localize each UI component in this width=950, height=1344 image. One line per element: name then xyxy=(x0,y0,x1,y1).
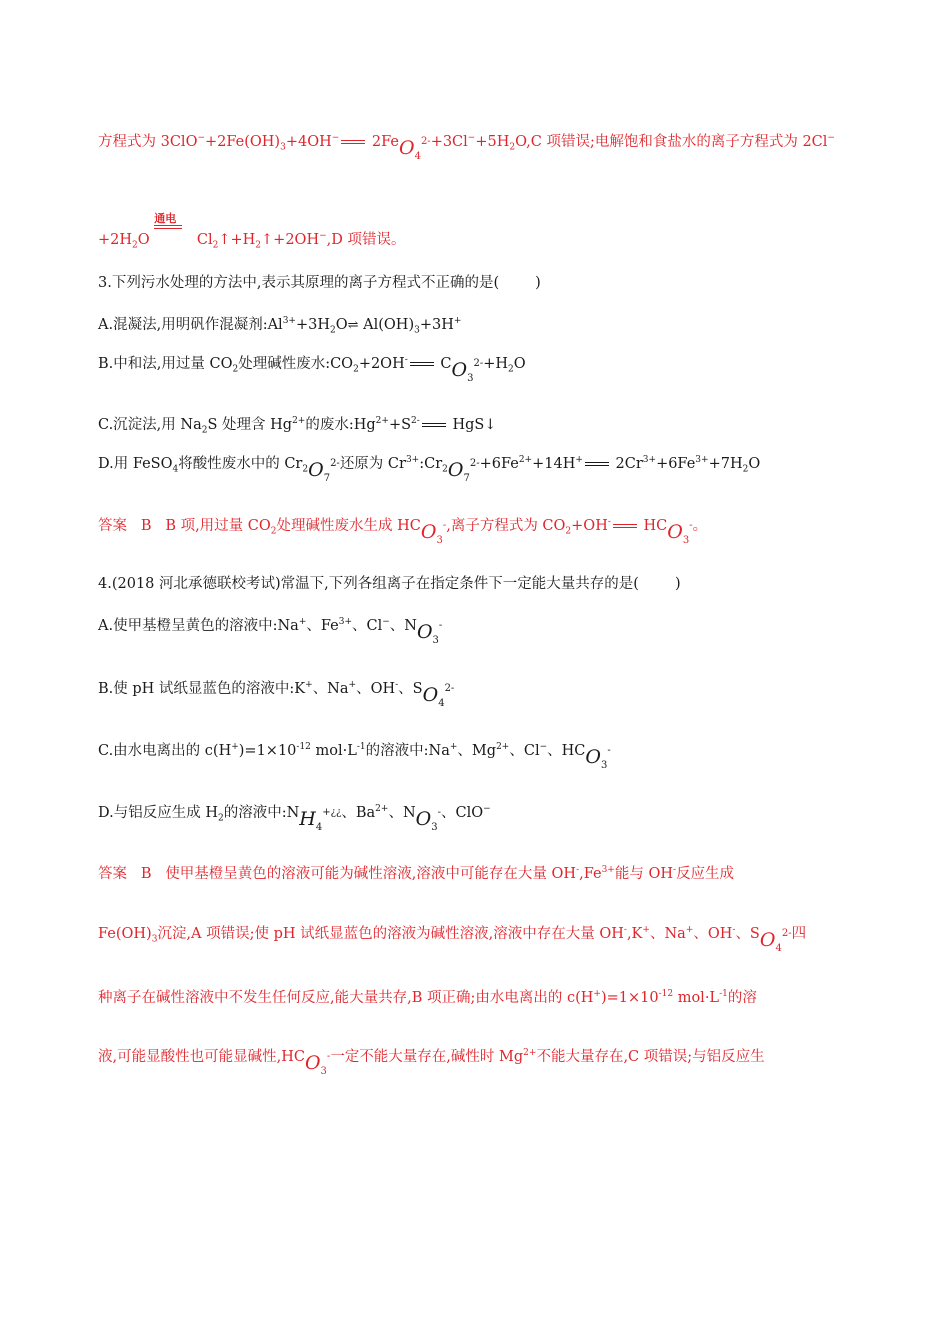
sub: 2 xyxy=(270,526,277,537)
ion-so4: $O_42-$ xyxy=(759,927,792,954)
sup: − xyxy=(467,133,476,143)
text: ↑+2OH xyxy=(261,231,320,248)
answer3 xyxy=(98,512,708,546)
text: B.使 pH 试纸显蓝色的溶液中:K xyxy=(98,680,306,697)
text: O xyxy=(748,455,761,472)
text: Cl xyxy=(196,231,213,248)
text: +6Fe xyxy=(656,455,696,472)
text: 、Cl xyxy=(352,617,383,634)
sub: 2 xyxy=(217,813,224,824)
sup: 2+ xyxy=(375,804,389,814)
ion-so4: $O_42-$ xyxy=(422,682,455,709)
text: 不能大量存在,C 项错误;与铝反应生 xyxy=(536,1048,765,1065)
text: 将酸性废水中的 Cr xyxy=(178,455,303,472)
sup: 2+ xyxy=(292,416,306,426)
sup: + xyxy=(305,680,313,690)
text: 、Mg xyxy=(457,742,497,759)
text: +3Cl xyxy=(430,133,468,150)
ion-feo4: $O_42-$ xyxy=(398,135,431,162)
text: C.沉淀法,用 Na xyxy=(98,416,202,433)
text: +6Fe xyxy=(479,455,519,472)
sup: - xyxy=(576,865,580,875)
condition-label: 通电 xyxy=(154,211,177,225)
text: C xyxy=(440,355,452,372)
question3-option-c xyxy=(98,411,496,441)
ion-co3: $O_32-$ xyxy=(451,357,484,384)
text: +2H xyxy=(98,231,133,248)
answer-choice: B xyxy=(140,517,152,534)
question4-option-b xyxy=(98,675,455,709)
text: 2Fe xyxy=(371,133,399,150)
answer-label: 答案 xyxy=(98,517,127,534)
text: mol·L xyxy=(677,989,720,1006)
text: 、Ba xyxy=(341,804,376,821)
text: Fe(OH) xyxy=(98,925,152,942)
sup: − xyxy=(827,133,835,143)
question4-option-c xyxy=(98,737,611,771)
text: 沉淀,A 项错误;使 pH 试纸显蓝色的溶液为碱性溶液,溶液中存在大量 OH xyxy=(157,925,624,942)
sup: + xyxy=(449,742,458,752)
sup: + xyxy=(453,316,462,326)
sup: 3+ xyxy=(338,617,352,627)
sup: 2+ xyxy=(523,1048,537,1058)
text: 的溶液中:N xyxy=(223,804,300,821)
text: 、Na xyxy=(312,680,349,697)
question3-stem xyxy=(98,273,541,293)
answer4-line3 xyxy=(98,984,757,1008)
text: O xyxy=(513,355,526,372)
sup: - xyxy=(607,517,611,527)
text: +7H xyxy=(708,455,743,472)
text: HC xyxy=(643,517,668,534)
sub: 2 xyxy=(330,325,336,336)
text: 、ClO xyxy=(440,804,484,821)
sub: 4 xyxy=(172,464,179,475)
sup: -12 xyxy=(296,742,311,752)
sup: 3+ xyxy=(642,455,657,465)
ion-hco3: $O_3-$ xyxy=(585,744,611,771)
text: A.混凝法,用明矾作混凝剂:Al xyxy=(98,316,283,333)
text: 使甲基橙呈黄色的溶液可能为碱性溶液,溶液中可能存在大量 OH xyxy=(165,865,577,882)
text: C.由水电离出的 c(H xyxy=(98,742,232,759)
text: 、N xyxy=(388,804,416,821)
text: mol·L xyxy=(315,742,357,759)
text: O xyxy=(137,231,150,248)
answer-choice: B xyxy=(140,865,152,882)
sub: 2 xyxy=(232,364,239,375)
sub: 3 xyxy=(151,934,158,945)
equals-sign xyxy=(410,362,434,366)
text: ,D 项错误。 xyxy=(326,231,406,248)
sup: 2+ xyxy=(518,455,533,465)
sup: − xyxy=(539,742,548,752)
sup: 2+ xyxy=(375,416,389,426)
ion-no3: $O_3-$ xyxy=(415,806,441,833)
text: 、S xyxy=(735,925,760,942)
answer4-line4 xyxy=(98,1043,765,1077)
sup: - xyxy=(673,865,677,875)
sup: - xyxy=(732,925,736,935)
question4-option-d xyxy=(98,799,491,833)
text: B.中和法,用过量 CO xyxy=(98,355,233,372)
answer2-line1 xyxy=(98,128,835,162)
electrolysis-condition xyxy=(154,211,192,249)
sub: 2 xyxy=(742,464,749,475)
text: A.使甲基橙呈黄色的溶液中:Na xyxy=(98,617,299,634)
ion-no3: $O_3-$ xyxy=(416,619,443,646)
equals-sign xyxy=(585,462,609,466)
sup: − xyxy=(331,133,340,143)
text: )=1×10 xyxy=(238,742,297,759)
text: HgS↓ xyxy=(452,416,497,433)
ion-nh4: $H_4+¿¿$ xyxy=(299,806,342,833)
text: )=1×10 xyxy=(600,989,659,1006)
sup: − xyxy=(319,231,327,241)
sup: − xyxy=(197,133,206,143)
text: ,K xyxy=(626,925,643,942)
text: 反应生成 xyxy=(676,865,735,882)
text: 种离子在碱性溶液中不发生任何反应,能大量共存,B 项正确;由水电离出的 c(H xyxy=(98,989,594,1006)
text: 处理碱性废水生成 HC xyxy=(276,517,421,534)
text: 、OH xyxy=(693,925,733,942)
answer2-line2 xyxy=(98,211,406,256)
sub: 2 xyxy=(255,240,262,251)
sup: 3+ xyxy=(282,316,296,326)
sup: 3+ xyxy=(695,455,709,465)
text: +OH xyxy=(571,517,608,534)
sub: 2 xyxy=(442,464,448,475)
text: ) xyxy=(535,275,541,291)
ion-hco3: $O_3-$ xyxy=(420,519,447,546)
sub: 2 xyxy=(509,142,516,153)
text: 、OH xyxy=(356,680,396,697)
sub: 2 xyxy=(302,464,309,475)
text: +3H xyxy=(295,316,330,333)
text: +H xyxy=(483,355,508,372)
sub: 3 xyxy=(280,142,286,153)
text: ,Fe xyxy=(579,865,602,882)
text: +14H xyxy=(532,455,576,472)
sup: + xyxy=(575,455,583,465)
ion-hco3: $O_3-$ xyxy=(667,519,693,546)
text: 液,可能显酸性也可能显碱性,HC xyxy=(98,1048,305,1065)
text: 一定不能大量存在,碱性时 Mg xyxy=(330,1048,524,1065)
text: 2Cr xyxy=(615,455,643,472)
text: ,离子方程式为 CO xyxy=(446,517,566,534)
sup: + xyxy=(231,742,239,752)
text: 、S xyxy=(398,680,423,697)
text: 方程式为 3ClO xyxy=(98,133,198,150)
text: O xyxy=(335,316,348,333)
text: ) xyxy=(674,576,681,592)
equals-sign xyxy=(341,140,365,144)
sup: - xyxy=(395,680,399,690)
text: 还原为 Cr xyxy=(339,455,406,472)
text: 、Fe xyxy=(306,617,339,634)
question4-stem xyxy=(98,574,681,594)
sup: + xyxy=(685,925,694,935)
text: 、HC xyxy=(547,742,586,759)
sup: − xyxy=(382,617,390,627)
text: 的废水:Hg xyxy=(305,416,376,433)
sup: + xyxy=(348,680,357,690)
text: 的溶 xyxy=(727,989,757,1006)
sub: 2 xyxy=(201,425,208,436)
question3-option-a xyxy=(98,311,461,341)
sup: 3+ xyxy=(601,865,615,875)
text: 、Na xyxy=(649,925,686,942)
ion-cr2o7: $O_72-$ xyxy=(308,457,340,484)
text: ↑+H xyxy=(218,231,256,248)
sup: -1 xyxy=(356,742,366,752)
answer4-line2 xyxy=(98,920,807,954)
answer4-line1 xyxy=(98,860,734,884)
question4-option-a xyxy=(98,612,443,646)
sup: -12 xyxy=(658,989,674,999)
sub: 2 xyxy=(212,240,219,251)
text: O,C 项错误;电解饱和食盐水的离子方程式为 2Cl xyxy=(515,133,828,150)
text: 的溶液中:Na xyxy=(365,742,450,759)
sub: 2 xyxy=(353,364,359,375)
ion-hco3: $O_3-$ xyxy=(304,1050,331,1077)
text: 3.下列污水处理的方法中,表示其原理的离子方程式不正确的是( xyxy=(98,275,500,291)
sub: 2 xyxy=(132,240,138,251)
sub: 3 xyxy=(414,325,420,336)
sub: 2 xyxy=(565,526,572,537)
question3-option-b: B.中和法,用过量 $CO_2$处理碱性废水$:CO_2+2OH^-$ $CO_32-+H_2O$ xyxy=(98,350,526,380)
text: D.与铝反应生成 H xyxy=(98,804,218,821)
sup: 3+ xyxy=(405,455,420,465)
sup: 2+ xyxy=(496,742,510,752)
sup: + xyxy=(298,617,307,627)
reversible-arrow: ⇌ xyxy=(347,317,359,333)
equals-sign xyxy=(422,423,446,427)
text: 、N xyxy=(389,617,417,634)
text: Al(OH) xyxy=(363,316,415,333)
question3-option-d xyxy=(98,450,761,484)
text: 、Cl xyxy=(509,742,540,759)
text: D.用 FeSO xyxy=(98,455,173,472)
text: +2Fe(OH) xyxy=(205,133,281,150)
sup: + xyxy=(642,925,650,935)
text: B 项,用过量 CO xyxy=(165,517,271,534)
text: 四 xyxy=(791,925,807,942)
sup: 2- xyxy=(411,416,420,426)
text: :Cr xyxy=(419,455,443,472)
answer-label: 答案 xyxy=(98,865,127,882)
text: 能与 OH xyxy=(614,865,674,882)
sup: + xyxy=(593,989,601,999)
sup: − xyxy=(483,804,491,814)
sup: - xyxy=(623,925,627,935)
sup: - xyxy=(404,355,408,365)
text: 。 xyxy=(692,517,708,534)
text: +3H xyxy=(419,316,454,333)
text: +S xyxy=(388,416,412,433)
sup: -1 xyxy=(719,989,728,999)
equals-sign xyxy=(613,524,637,528)
text: 处理碱性废水:CO xyxy=(238,355,354,372)
text: S 处理含 Hg xyxy=(207,416,293,433)
text: +4OH xyxy=(285,133,332,150)
text: 4.(2018 河北承德联校考试)常温下,下列各组离子在指定条件下一定能大量共存的是( xyxy=(98,576,639,592)
sub: 2 xyxy=(508,364,514,375)
ion-cr2o7: $O_72-$ xyxy=(447,457,480,484)
text: +5H xyxy=(475,133,510,150)
